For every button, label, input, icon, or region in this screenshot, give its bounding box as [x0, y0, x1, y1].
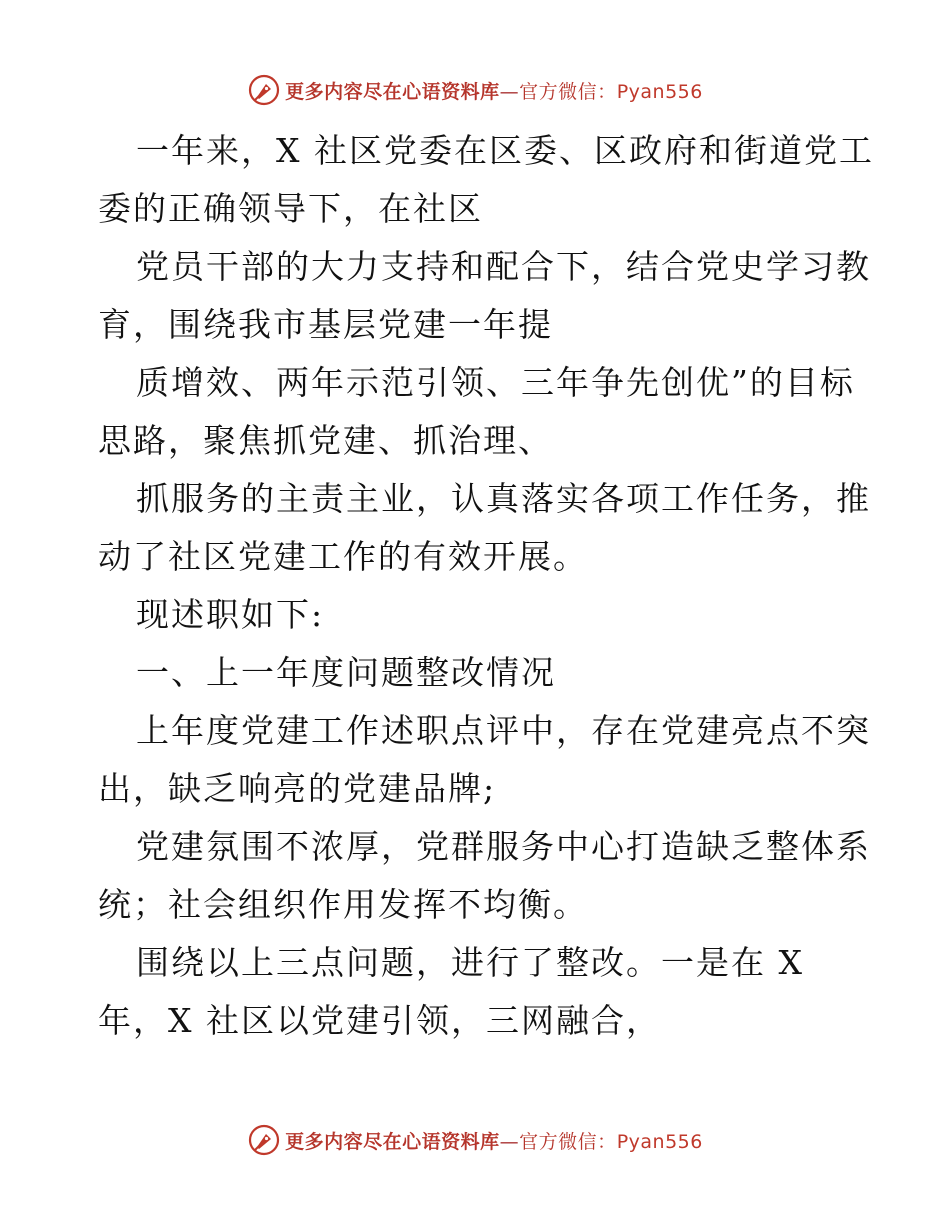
- banner-separator: —: [499, 1130, 520, 1153]
- paragraph-line: 抓服务的主责主业，认真落实各项工作任务，推: [136, 479, 871, 518]
- banner-text: [285, 77, 703, 104]
- banner-wechat-id: Pyan556: [616, 80, 703, 103]
- paragraph-line: 思路，聚焦抓党建、抓治理、: [98, 421, 553, 460]
- paragraph-line: 动了社区党建工作的有效开展。: [98, 537, 588, 576]
- banner-site-name: 更多内容尽在心语资料库: [285, 80, 500, 103]
- fountain-pen-nib-icon: [247, 1123, 281, 1157]
- document-body: [98, 122, 874, 1050]
- paragraph-line: 出，缺乏响亮的党建品牌;: [98, 769, 497, 808]
- banner-wechat-label: 官方微信：: [519, 80, 617, 103]
- banner-site-name: 更多内容尽在心语资料库: [285, 1130, 500, 1153]
- paragraph-line: 一年来，X 社区党委在区委、区政府和街道党工: [136, 131, 874, 170]
- paragraph-line: 质增效、两年示范引领、三年争先创优”的目标: [136, 363, 855, 402]
- paragraph-line: 现述职如下:: [136, 595, 325, 634]
- banner-wechat-label: 官方微信：: [519, 1130, 617, 1153]
- paragraph-line: 委的正确领导下，在社区: [98, 189, 483, 228]
- paragraph-line: 党建氛围不浓厚，党群服务中心打造缺乏整体系: [136, 827, 871, 866]
- banner-text: [285, 1127, 703, 1154]
- paragraph-line: 年，X 社区以党建引领，三网融合，: [98, 1001, 661, 1040]
- fountain-pen-nib-icon: [247, 73, 281, 107]
- paragraph-line: 上年度党建工作述职点评中，存在党建亮点不突: [136, 711, 871, 750]
- banner-wechat-id: Pyan556: [616, 1130, 703, 1153]
- section-heading: 一、上一年度问题整改情况: [136, 653, 556, 692]
- banner-separator: —: [499, 80, 520, 103]
- header-watermark-banner: [0, 70, 950, 110]
- footer-watermark-banner: [0, 1120, 950, 1160]
- paragraph-line: 育，围绕我市基层党建一年提: [98, 305, 553, 344]
- paragraph-line: 党员干部的大力支持和配合下，结合党史学习教: [136, 247, 871, 286]
- paragraph-line: 围绕以上三点问题，进行了整改。一是在 X: [136, 943, 804, 982]
- paragraph-line: 统；社会组织作用发挥不均衡。: [98, 885, 588, 924]
